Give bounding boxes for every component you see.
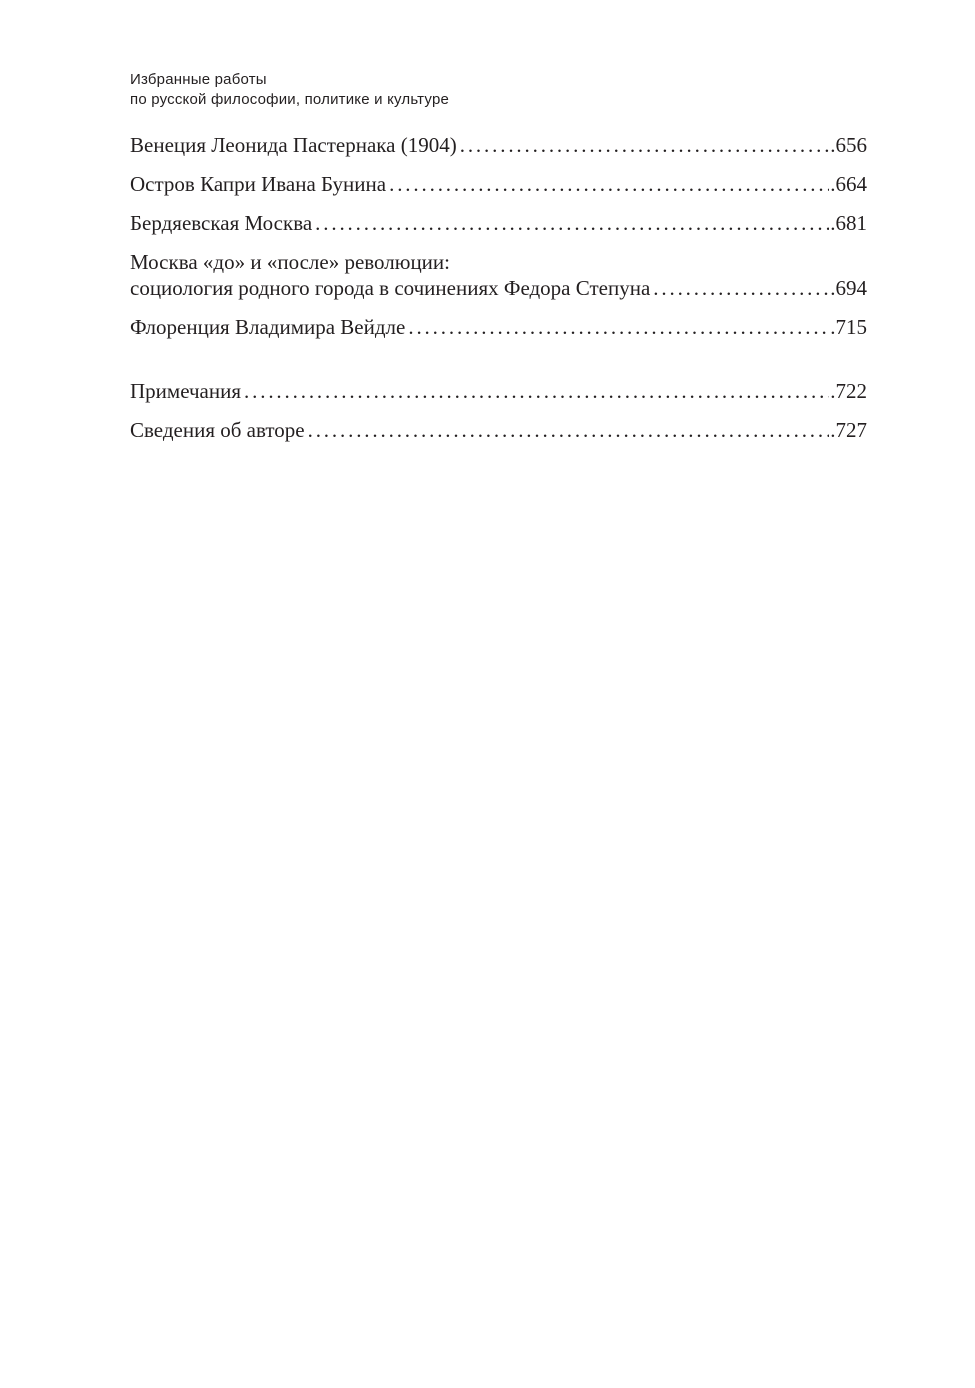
toc-entry-page: . 715 bbox=[830, 314, 867, 340]
toc-entry-page: . 664 bbox=[830, 171, 867, 197]
toc-line bbox=[130, 132, 867, 158]
toc-entry bbox=[130, 171, 867, 197]
toc-entry-title: Остров Капри Ивана Бунина bbox=[130, 172, 387, 196]
toc-entry bbox=[130, 249, 867, 301]
toc-entry-title: социология родного города в сочинениях Федора Степуна bbox=[130, 276, 651, 300]
toc-entry-page: . 681 bbox=[830, 210, 867, 236]
toc-entry-title: Венеция Леонида Пастернака (1904) bbox=[130, 133, 457, 157]
toc-entry bbox=[130, 314, 867, 340]
running-header bbox=[130, 70, 449, 110]
toc-entry-page: . 694 bbox=[830, 275, 867, 301]
dot-leader bbox=[244, 378, 829, 404]
toc-line bbox=[130, 210, 867, 236]
running-header-line-1: Избранные работы bbox=[130, 71, 267, 88]
dot-leader bbox=[460, 132, 830, 158]
toc-entry bbox=[130, 132, 867, 158]
toc-entry-page: . 656 bbox=[830, 132, 867, 158]
table-of-contents bbox=[130, 132, 867, 456]
dot-leader bbox=[315, 210, 829, 236]
toc-entry bbox=[130, 210, 867, 236]
dot-leader bbox=[653, 275, 829, 301]
dot-leader bbox=[308, 417, 830, 443]
toc-line bbox=[130, 275, 867, 301]
toc-group-essays bbox=[130, 132, 867, 340]
dot-leader bbox=[408, 314, 829, 340]
toc-entry bbox=[130, 378, 867, 404]
toc-line bbox=[130, 417, 867, 443]
toc-line bbox=[130, 171, 867, 197]
toc-entry-page: . 727 bbox=[830, 417, 867, 443]
toc-entry-title: Примечания bbox=[130, 379, 242, 403]
toc-entry-title: Бердяевская Москва bbox=[130, 211, 313, 235]
toc-line bbox=[130, 314, 867, 340]
toc-entry bbox=[130, 417, 867, 443]
toc-entry-title-line-1: Москва «до» и «после» революции: bbox=[130, 250, 450, 274]
dot-leader bbox=[389, 171, 829, 197]
running-header-line-2: по русской философии, политике и культуре bbox=[130, 91, 450, 108]
toc-entry-title: Сведения об авторе bbox=[130, 418, 305, 442]
toc-entry-page: . 722 bbox=[830, 378, 867, 404]
toc-line bbox=[130, 378, 867, 404]
toc-group-appendix bbox=[130, 378, 867, 443]
toc-entry-title: Флоренция Владимира Вейдле bbox=[130, 315, 406, 339]
